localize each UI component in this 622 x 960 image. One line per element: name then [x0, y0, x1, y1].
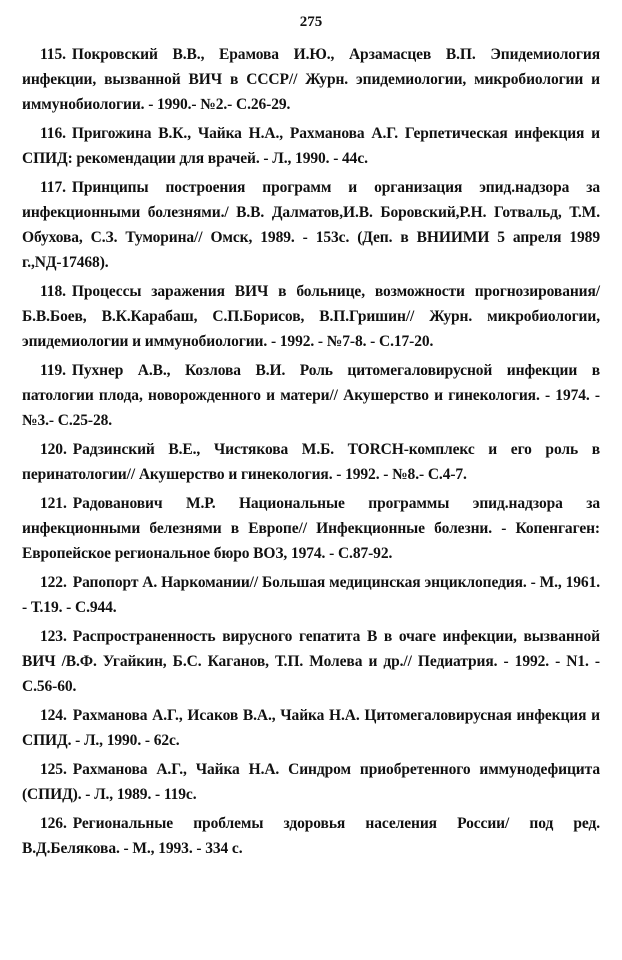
- reference-item: [22, 279, 600, 354]
- reference-number: 119.: [40, 362, 66, 379]
- reference-item: [22, 121, 600, 171]
- reference-text: Процессы заражения ВИЧ в больнице, возможности прогнозирования/ Б.В.Боев, В.К.Карабаш, С.П.Борисов, В.П.Гришин// Журн. микробиологии, эпидемиологии и иммунобиологии. - 1992. - №7-8. - С.17-20.: [22, 283, 600, 350]
- reference-text: Рахманова А.Г., Исаков В.А., Чайка Н.А. Цитомегаловирусная инфекция и СПИД. - Л., 1990. - 62с.: [22, 707, 600, 749]
- reference-item: [22, 624, 600, 699]
- reference-number: 124.: [40, 707, 67, 724]
- reference-number: 115.: [40, 46, 66, 63]
- reference-item: [22, 491, 600, 566]
- reference-item: [22, 811, 600, 861]
- reference-item: [22, 757, 600, 807]
- reference-number: 116.: [40, 125, 66, 142]
- page-number: 275: [299, 14, 323, 30]
- reference-number: 120.: [40, 441, 67, 458]
- reference-text: Радованович М.Р. Национальные программы эпид.надзора за инфекционными белезнями в Европе// Инфекционные болезни. - Копенгаген: Европейское региональное бюро ВОЗ, 1974. - С.87-92.: [22, 495, 600, 562]
- reference-text: Пригожина В.К., Чайка Н.А., Рахманова А.Г. Герпетическая инфекция и СПИД: рекомендации для врачей. - Л., 1990. - 44с.: [22, 125, 600, 167]
- reference-number: 117.: [40, 179, 66, 196]
- reference-number: 122.: [40, 574, 67, 591]
- reference-item: [22, 175, 600, 275]
- reference-text: Распространенность вирусного гепатита В в очаге инфекции, вызванной ВИЧ /В.Ф. Угайкин, Б.С. Каганов, Т.П. Молева и др.// Педиатрия. - 1992. - N1. - С.56-60.: [22, 628, 600, 695]
- reference-text: Радзинский В.Е., Чистякова М.Б. TORCH-комплекс и его роль в перинатологии// Акушерство и гинекология. - 1992. - №8.- С.4-7.: [22, 441, 600, 483]
- reference-item: [22, 570, 600, 620]
- reference-text: Рахманова А.Г., Чайка Н.А. Синдром приобретенного иммунодефицита (СПИД). - Л., 1989. - 119с.: [22, 761, 600, 803]
- reference-item: [22, 358, 600, 433]
- reference-text: Принципы построения программ и организация эпид.надзора за инфекционными болезнями./ В.В. Далматов,И.В. Боровский,Р.Н. Готвальд, Т.М. Обухова, С.З. Туморина// Омск, 1989. - 153с. (Деп. в ВНИИМИ 5 апреля 1989 г.,NД-17468).: [22, 179, 600, 271]
- reference-item: [22, 42, 600, 117]
- reference-number: 126.: [40, 815, 67, 832]
- reference-list: [22, 42, 600, 865]
- reference-text: Рапопорт А. Наркомании// Большая медицинская энциклопедия. - М., 1961. - Т.19. - С.944.: [22, 574, 600, 616]
- reference-text: Пухнер А.В., Козлова В.И. Роль цитомегаловирусной инфекции в патологии плода, новорожденного и матери// Акушерство и гинекология. - 1974. - №3.- С.25-28.: [22, 362, 600, 429]
- reference-number: 123.: [40, 628, 67, 645]
- reference-number: 121.: [40, 495, 67, 512]
- reference-item: [22, 703, 600, 753]
- reference-text: Региональные проблемы здоровья населения России/ под ред. В.Д.Белякова. - М., 1993. - 334 с.: [22, 815, 600, 857]
- reference-number: 125.: [40, 761, 67, 778]
- reference-item: [22, 437, 600, 487]
- reference-number: 118.: [40, 283, 66, 300]
- reference-text: Покровский В.В., Ерамова И.Ю., Арзамасцев В.П. Эпидемиология инфекции, вызванной ВИЧ в СССР// Журн. эпидемиологии, микробиологии и иммунобиологии. - 1990.- №2.- С.26-29.: [22, 46, 600, 113]
